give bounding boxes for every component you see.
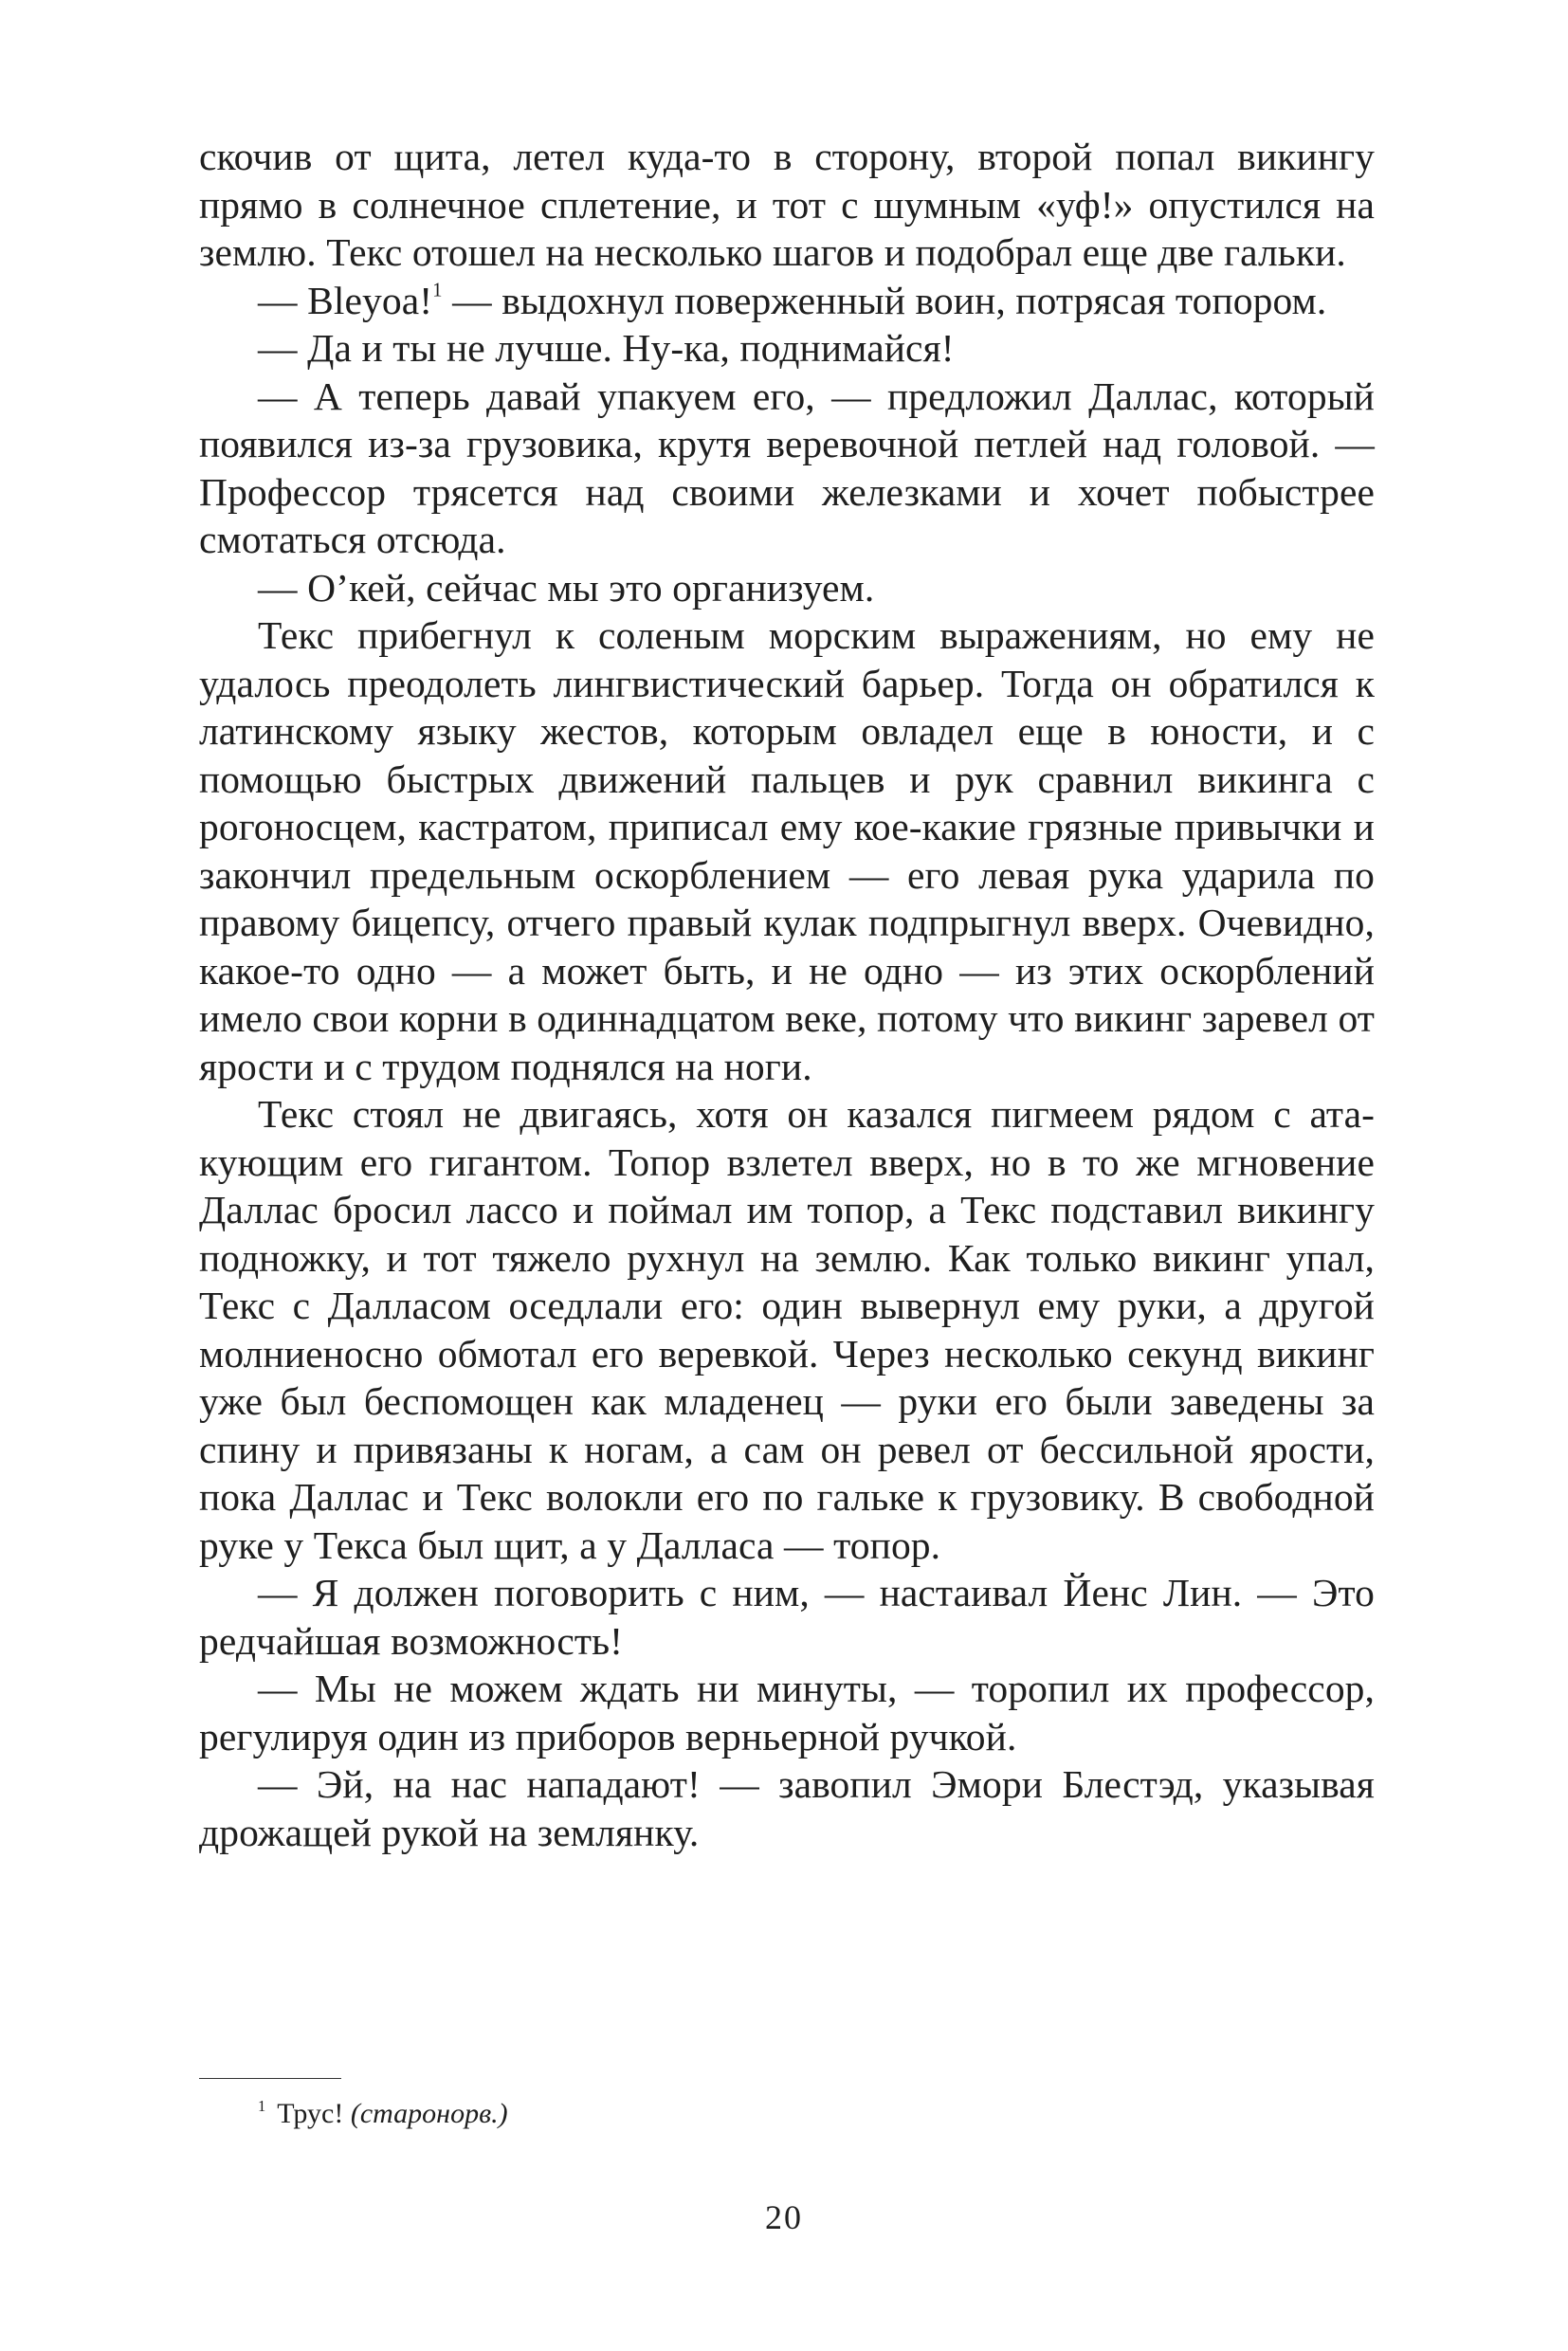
paragraph-6: Текс прибегнул к соленым морским выражениям, но ему не удалось преодолеть лингвистический барьер. Тогда он обратился к латинскому языку жестов, которым овладел еще в юности, и с помощью быстрых движений пальцев и рук сравнил викинга с рогоносцем, кастратом, приписал ему кое-какие грязные привычки и закончил предельным оскорблением — его левая рука ударила по правому бицепсу, отчего правый кулак подпрыгнул вверх. Очевидно, какое-то одно — а может быть, и не одно — из этих оскорблений имело свои корни в одиннадцатом веке, потому что викинг заревел от ярости и с трудом поднялся на ноги.: [199, 613, 1375, 1088]
paragraph-5: — О’кей, сейчас мы это организуем.: [258, 565, 875, 610]
paragraph-2-end: — выдохнул поверженный воин, потрясая топором.: [442, 278, 1327, 322]
paragraph-7: Текс стоял не двигаясь, хотя он казался пигмеем рядом с атакующим его гигантом. Топор взлетел вверх, но в то же мгновение Даллас бросил лассо и поймал им топор, а Текс подставил викингу подножку, и тот тяжело рухнул на землю. Как только викинг упал, Текс с Далласом оседлали его: один вывернул ему руки, а другой молниеносно обмотал его веревкой. Через несколько секунд викинг уже был беспомощен как младенец — руки его были заведены за спину и привязаны к ногам, а сам он ревел от бессильной ярости, пока Даллас и Текс волокли его по гальке к грузовику. В свободной руке у Текса был щит, а у Далласа — топор.: [199, 1092, 1375, 1567]
paragraph-2: [199, 277, 1375, 325]
paragraph-8: — Я должен поговорить с ним, — настаивал Йенс Лин. — Это редчайшая возможность!: [199, 1571, 1375, 1663]
footnote-marker: 1: [258, 2097, 266, 2116]
paragraph-9: — Мы не можем ждать ни минуты, — торопил их профессор, регулируя один из приборов верньерной ручкой.: [199, 1667, 1375, 1759]
footnote-divider: [199, 2078, 341, 2079]
paragraph-10: — Эй, на нас нападают! — завопил Эмори Блестэд, указывая дрожащей рукой на землянку.: [199, 1762, 1375, 1854]
paragraph-3: — Да и ты не лучше. Ну-ка, поднимайся!: [258, 326, 955, 370]
paragraph-1: скочив от щита, летел куда-то в сторону, второй попал викингу прямо в солнечное сплетение, и тот с шумным «уф!» опустился на землю. Текс отошел на несколько шагов и подобрал еще две гальки.: [199, 135, 1375, 274]
footnote-emphasis: (старонорв.): [350, 2098, 508, 2129]
page-number: 20: [765, 2198, 803, 2236]
paragraph-4: — А теперь давай упакуем его, — предложил Даллас, который появился из-за грузовика, крутя веревочной петлей над головой. — Профессор трясется над своими железками и хочет побыстрее смотаться отсюда.: [199, 374, 1375, 561]
footnote-text: Трус!: [277, 2098, 351, 2129]
paragraph-2-start: — Bleyoa!: [258, 278, 433, 322]
footnote-reference: 1: [432, 279, 443, 301]
footnote: [258, 2097, 508, 2131]
page-body: [199, 133, 1375, 1856]
